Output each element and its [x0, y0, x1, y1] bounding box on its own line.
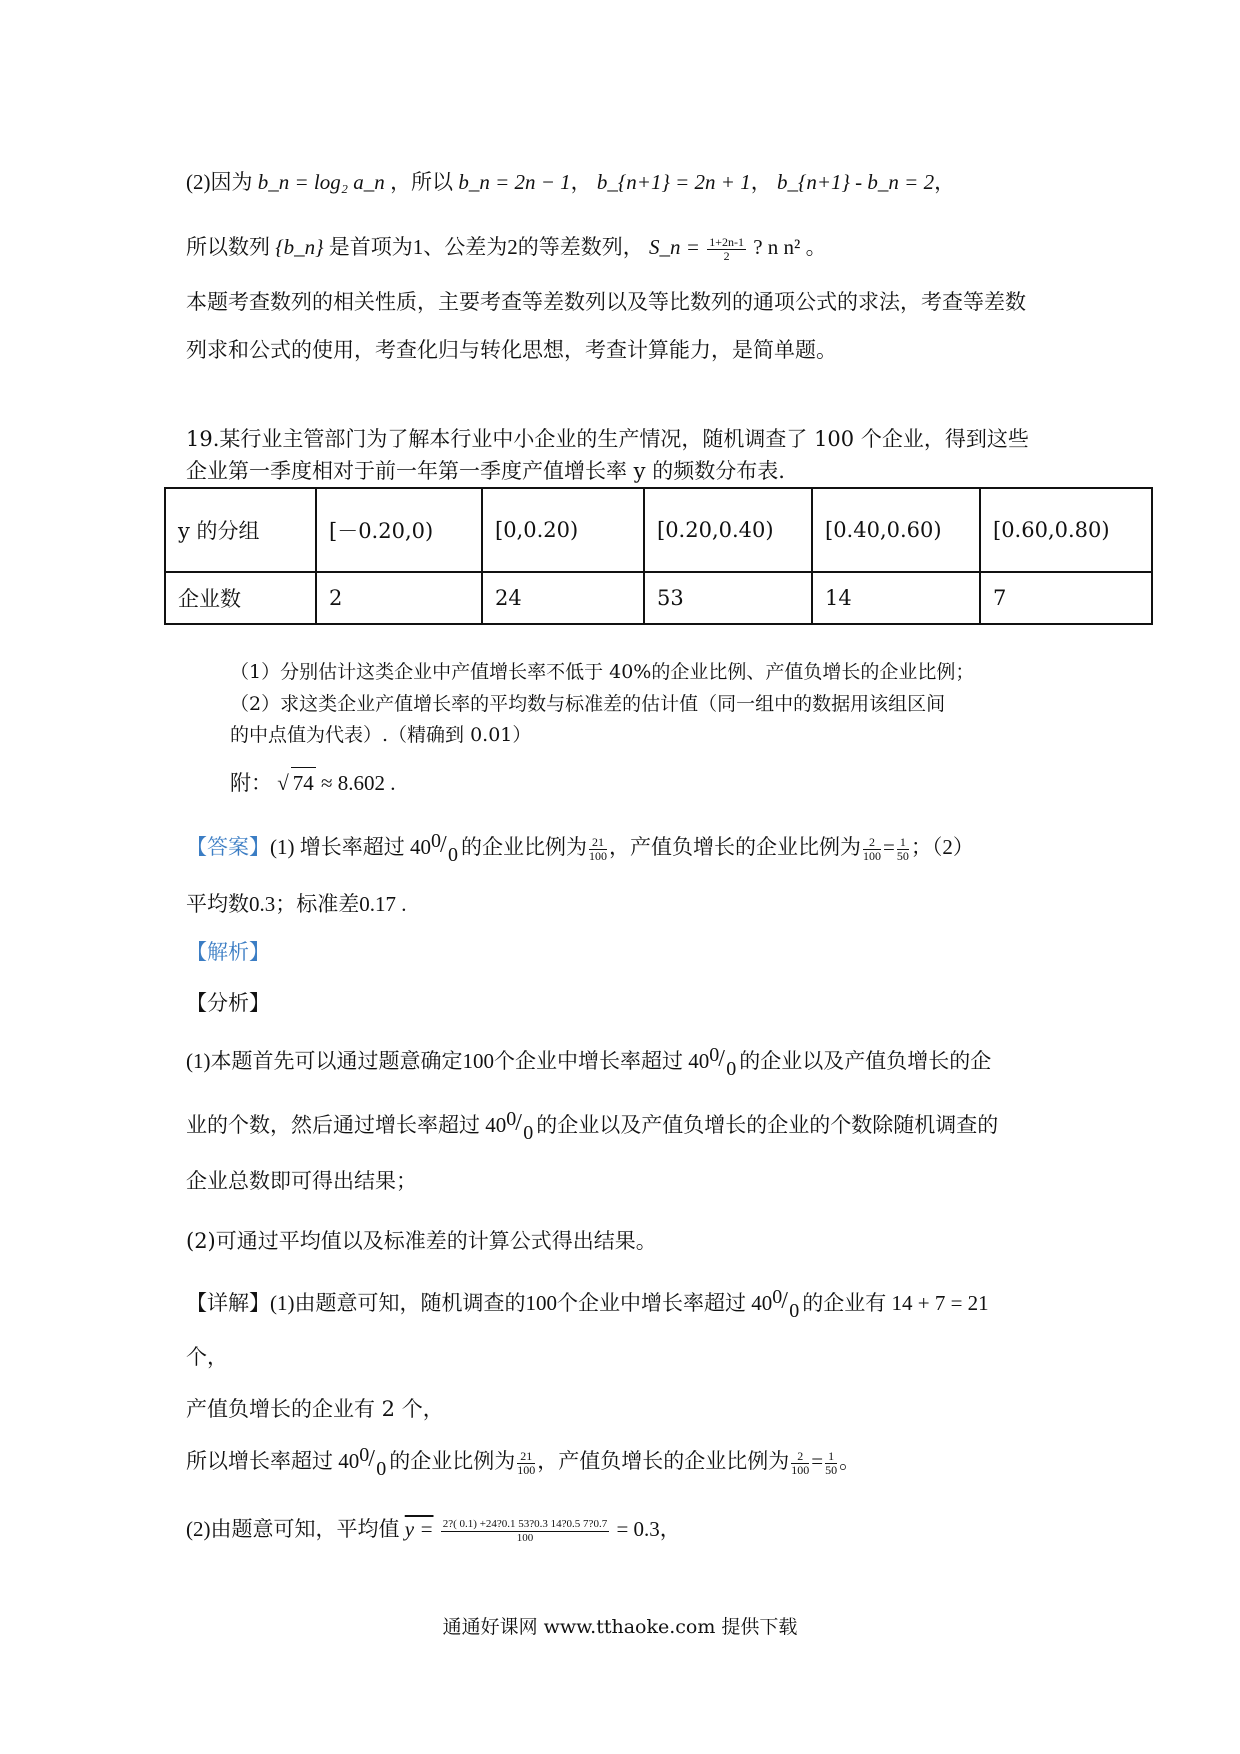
prev-sum-tail: ? n n² 。 [753, 235, 827, 259]
xiangjie-l4d: 。 [839, 1449, 861, 1473]
answer-frac-2 [863, 836, 881, 863]
prev-eq3: b_{n+1} = 2n + 1 [596, 170, 751, 194]
answer-frac-3 [897, 836, 909, 863]
prev-sum-label: S_n = [649, 235, 700, 259]
frac-den: 50 [825, 1462, 838, 1477]
prev-sum-fraction [707, 236, 746, 263]
xiangjie-l5a: (2)由题意可知，平均值 [186, 1517, 400, 1541]
xiangjie-l4a: 所以增长率超过 40 [186, 1449, 360, 1473]
frac-num: 2 [863, 836, 881, 850]
note-radicand: 74 [291, 767, 316, 798]
prev-mid: ，所以 [390, 170, 454, 194]
xiangjie-l1b: 的企业有 14 + 7 = 21 [802, 1291, 989, 1315]
xiangjie-tag: 【详解】 [186, 1291, 270, 1315]
answer-line-2: 平均数0.3；标准差0.17 . [186, 892, 407, 916]
table-cell: 14 [812, 572, 980, 624]
fenxi-p2b: 的企业以及产值负增长的企业的个数除随机调查的 [536, 1113, 999, 1137]
prev-conclusion-b: 是首项为1、公差为2的等差数列， [328, 235, 644, 259]
q19-stem-line-2: 企业第一季度相对于前一年第一季度产值增长率 y 的频数分布表. [186, 459, 785, 483]
xiangjie-frac-2 [791, 1450, 809, 1477]
answer-eq: = [883, 835, 895, 859]
percent-icon: 0 / 0 [359, 1444, 387, 1480]
summary-line-1: 本题考查数列的相关性质，主要考查等差数列以及等比数列的通项公式的求法，考查等差数 [186, 290, 1026, 314]
percent-icon: 0 / 0 [709, 1044, 737, 1080]
table-cell: 2 [316, 572, 482, 624]
frac-num: 21 [517, 1450, 535, 1464]
fenxi-p1b: 的企业以及产值负增长的企 [739, 1049, 992, 1073]
table-cell: y 的分组 [165, 488, 316, 572]
mean-den: 100 [516, 1531, 534, 1544]
prev-sum-den: 2 [723, 248, 730, 263]
answer-line-1 [186, 830, 974, 866]
xiangjie-line-1 [186, 1286, 989, 1322]
xiangjie-l4c: ，产值负增长的企业比例为 [537, 1449, 790, 1473]
fenxi-tag: 【分析】 [186, 991, 270, 1015]
table-cell: 7 [980, 572, 1152, 624]
xiangjie-l1a: (1)由题意可知，随机调查的100个企业中增长率超过 40 [270, 1291, 773, 1315]
mean-symbol: y = [404, 1517, 434, 1541]
xiangjie-line-4 [186, 1444, 861, 1480]
fenxi-p1a: (1)本题首先可以通过题意确定100个企业中增长率超过 40 [186, 1049, 710, 1073]
prev-conclusion-a: 所以数列 [186, 235, 270, 259]
prev-part2-prefix: (2)因为 [186, 170, 253, 194]
table-cell: [0.40,0.60) [812, 488, 980, 572]
fenxi-p1 [186, 1044, 992, 1080]
table-header-row [165, 488, 1152, 572]
page-footer: 通通好课网 www.tthaoke.com 提供下载 [442, 1616, 798, 1638]
answer-a3: ，产值负增长的企业比例为 [609, 835, 861, 859]
q19-sub1: （1）分别估计这类企业中产值增长率不低于 40%的企业比例、产值负增长的企业比例； [230, 661, 975, 683]
xiangjie-eq: = [811, 1449, 824, 1473]
xiangjie-frac-3 [825, 1450, 837, 1477]
table-cell: 24 [482, 572, 644, 624]
table-row [165, 572, 1152, 624]
q19-sub2-line-1: （2）求这类企业产值增长率的平均数与标准差的估计值（同一组中的数据用该组区间 [230, 693, 946, 715]
answer-a2: 的企业比例为 [461, 835, 587, 859]
jiexi-tag: 【解析】 [186, 940, 270, 964]
answer-a4: ；（2） [910, 835, 974, 859]
table-cell: 企业数 [165, 572, 316, 624]
answer-a1: (1) 增长率超过 40 [270, 835, 431, 859]
note-label: 附： [230, 771, 272, 795]
xiangjie-line-3: 产值负增长的企业有 2 个， [186, 1397, 444, 1421]
prev-sum-num: 1+2n-1 [709, 234, 744, 249]
table-cell: [0.60,0.80) [980, 488, 1152, 572]
frac-den: 100 [863, 848, 881, 863]
frac-num: 21 [589, 836, 607, 850]
xiangjie-line-2: 个， [186, 1345, 228, 1369]
percent-icon: 0 / 0 [431, 830, 458, 866]
table-cell: [0,0.20) [482, 488, 644, 572]
summary-line-2: 列求和公式的使用，考查化归与转化思想，考查计算能力，是简单题。 [186, 338, 837, 362]
fenxi-p2 [186, 1108, 999, 1144]
prev-eq2: b_n = 2n − 1 [458, 170, 571, 194]
table-cell: [－0.20,0) [316, 488, 482, 572]
q19-stem-line-1: 19.某行业主管部门为了解本行业中小企业的生产情况，随机调查了 100 个企业，得到这些 [186, 427, 1029, 451]
fenxi-p4: (2)可通过平均值以及标准差的计算公式得出结果。 [186, 1229, 657, 1253]
percent-icon: 0 / 0 [772, 1286, 800, 1322]
percent-icon: 0 / 0 [506, 1108, 534, 1144]
q19-note: 附： √ 74 ≈ 8.602 . [230, 767, 396, 798]
prev-seq: {b_n} [275, 235, 324, 259]
xiangjie-l4b: 的企业比例为 [389, 1449, 516, 1473]
frac-den: 100 [517, 1462, 536, 1477]
mean-num: 2?( 0.1) +24?0.1 53?0.3 14?0.5 7?0.7 [442, 1517, 608, 1530]
fenxi-p3: 企业总数即可得出结果； [186, 1169, 417, 1193]
prev-eq4: b_{n+1} - b_n = 2 [776, 170, 935, 194]
prev-conclusion-line [186, 232, 827, 263]
table-cell: [0.20,0.40) [644, 488, 812, 572]
note-value: ≈ 8.602 . [321, 771, 396, 795]
mean-fraction [441, 1518, 609, 1545]
prev-eq1: b_n = log₂ a_n [257, 170, 385, 194]
table-cell: 53 [644, 572, 812, 624]
frac-num: 1 [825, 1450, 837, 1464]
frequency-table [164, 487, 1153, 625]
frac-den: 100 [589, 848, 607, 863]
answer-tag: 【答案】 [186, 835, 270, 859]
q19-sub2-line-2: 的中点值为代表）.（精确到 0.01） [230, 724, 532, 746]
frac-den: 50 [896, 848, 909, 863]
xiangjie-line-5 [186, 1514, 681, 1545]
frac-den: 100 [791, 1462, 810, 1477]
xiangjie-l5b: = 0.3， [616, 1517, 681, 1541]
xiangjie-frac-1 [517, 1450, 535, 1477]
frac-num: 2 [791, 1450, 809, 1464]
answer-frac-1 [589, 836, 607, 863]
prev-part2-line: (2)因为 b_n = log₂ a_n ，所以 b_n = 2n − 1， b_{n+1} = 2n + 1， b_{n+1} - b_n = 2， [186, 170, 956, 194]
frac-num: 1 [897, 836, 909, 850]
fenxi-p2a: 业的个数，然后通过增长率超过 40 [186, 1113, 507, 1137]
